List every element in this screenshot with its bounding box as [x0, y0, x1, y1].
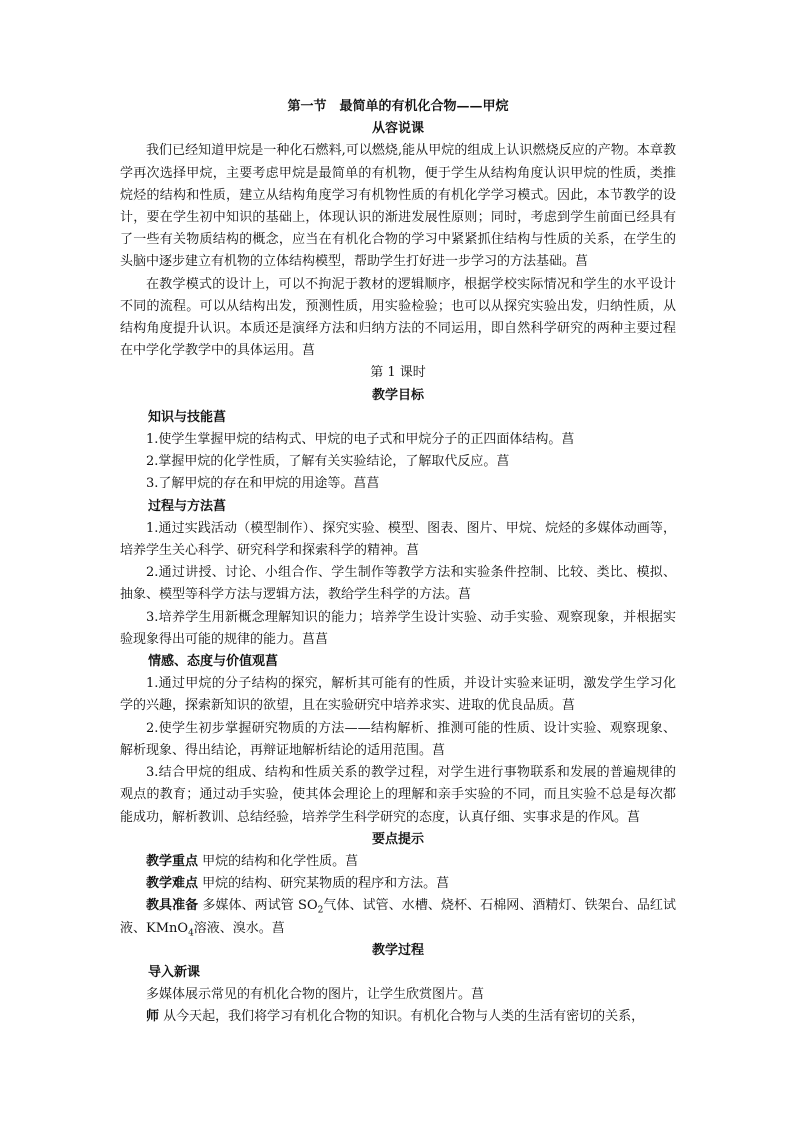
equipment-label: 教具准备 — [146, 898, 199, 914]
key-point-text: 甲烷的结构和化学性质。菖 — [198, 853, 359, 869]
subheading-knowledge: 知识与技能菖 — [148, 409, 227, 425]
subscript: 2 — [317, 905, 324, 916]
list-item: 2.掌握甲烷的化学性质，了解有关实验结论，了解取代反应。菖 — [146, 454, 510, 470]
list-item: 1.通过甲烷的分子结构的探究，解析其可能有的性质，并设计实验来证明，激发学生学习化学的兴趣，探索新知识的欲望，且在实验研究中培养求实、进取的优良品质。菖 — [120, 676, 676, 714]
intro-paragraph: 在教学模式的设计上，可以不拘泥于教材的逻辑顺序，根据学校实际情况和学生的水平设计不同的流程。可以从结构出发，预测性质，用实验检验；也可以从探究实验出发，归纳性质，从结构角度提升认识。本质还是演绎方法和归纳方法的不同运用，即自然科学研究的两种主要过程在中学化学教学中的具体运用。菖 — [120, 276, 676, 359]
section-heading-process: 教学过程 — [371, 942, 424, 958]
teacher-line — [120, 1006, 676, 1028]
section-heading-key-points: 要点提示 — [371, 831, 424, 847]
teacher-text: 从今天起，我们将学习有机化合物的知识。有机化合物与人类的生活有密切的关系， — [159, 1009, 645, 1025]
key-point-label: 教学重点 — [146, 853, 199, 869]
list-item: 1.使学生掌握甲烷的结构式、甲烷的电子式和甲烷分子的正四面体结构。菖 — [146, 432, 575, 448]
list-item: 3.了解甲烷的存在和甲烷的用途等。菖菖 — [146, 476, 380, 492]
equipment-text: 多媒体、两试管 SO — [198, 898, 318, 914]
list-item: 3.结合甲烷的组成、结构和性质关系的教学过程，对学生进行事物联系和发展的普遍规律的观点的教育；通过动手实验，使其体会理论上的理解和亲手实验的不同，而且实验不总是每次都能成功，解析教训、总结经验，培养学生科学研究的态度，认真仔细、实事求是的作风。菖 — [120, 765, 676, 825]
list-item: 2.通过讲授、讨论、小组合作、学生制作等教学方法和实验条件控制、比较、类比、模拟、抽象、模型等科学方法与逻辑方法，教给学生科学的方法。菖 — [120, 565, 676, 603]
key-point-line — [120, 851, 676, 873]
intro-paragraph: 我们已经知道甲烷是一种化石燃料,可以燃烧,能从甲烷的组成上认识燃烧反应的产物。本章教学再次选择甲烷，主要考虑甲烷是最简单的有机物，便于学生从结构角度认识甲烷的性质，类推烷烃的结构和性质，建立从结构角度学习有机物性质的有机化学学习模式。因此，本节教学的设计，要在学生初中知识的基础上，体现认识的渐进发展性原则；同时，考虑到学生前面已经具有了一些有关物质结构的概念，应当在有机化合物的学习中紧紧抓住结构与性质的关系，在学生的头脑中逐步建立有机物的立体结构模型，帮助学生打好进一步学习的方法基础。菖 — [120, 143, 676, 270]
equipment-text: 气体、试管、水槽、烧杯、石棉网、酒精灯、铁架台、品红试液、KMnO — [120, 898, 676, 936]
lesson-number: 第 1 课时 — [370, 365, 426, 381]
document-title: 第一节 最简单的有机化合物——甲烷 — [287, 99, 509, 114]
section-heading-lesson-intro: 从容说课 — [371, 121, 424, 137]
new-lesson-text: 多媒体展示常见的有机化合物的图片，让学生欣赏图片。菖 — [146, 987, 485, 1003]
section-heading-goals: 教学目标 — [371, 387, 424, 403]
subscript: 4 — [188, 928, 194, 939]
list-item: 2.使学生初步掌握研究物质的方法——结构解析、推测可能的性质、设计实验、观察现象、解析现象、得出结论，再辩证地解析结论的适用范围。菖 — [120, 720, 676, 758]
document-page — [120, 96, 676, 1029]
difficulty-text: 甲烷的结构、研究某物质的程序和方法。菖 — [198, 876, 450, 892]
equipment-line — [120, 895, 676, 939]
equipment-text: 溶液、溴水。菖 — [193, 920, 285, 936]
difficulty-label: 教学难点 — [146, 876, 199, 892]
list-item: 3.培养学生用新概念理解知识的能力；培养学生设计实验、动手实验、观察现象，并根据实验现象得出可能的规律的能力。菖菖 — [120, 609, 676, 647]
teacher-label: 师 — [146, 1009, 160, 1025]
list-item: 1.通过实践活动（模型制作）、探究实验、模型、图表、图片、甲烷、烷烃的多媒体动画等，培养学生关心科学、研究科学和探索科学的精神。菖 — [120, 520, 676, 559]
subheading-attitude: 情感、态度与价值观菖 — [148, 654, 279, 670]
subheading-new-lesson: 导入新课 — [148, 964, 201, 980]
subheading-process: 过程与方法菖 — [148, 498, 227, 514]
difficulty-line — [120, 873, 676, 895]
